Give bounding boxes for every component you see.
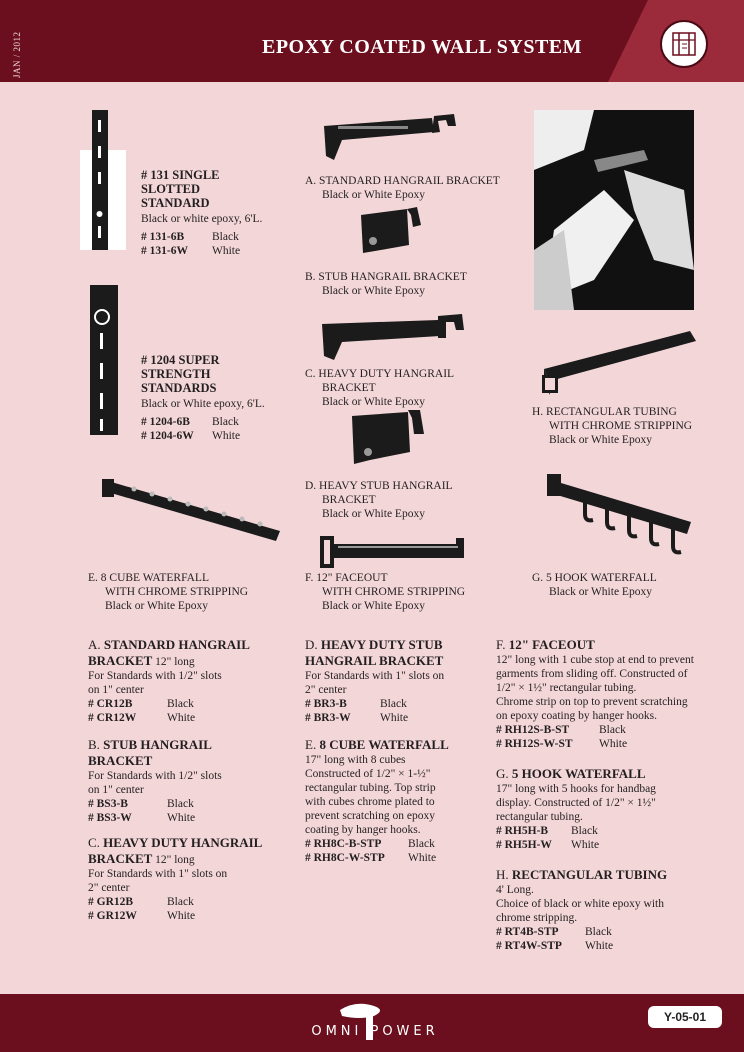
caption-e: E. 8 CUBE WATERFALL WITH CHROME STRIPPING Black or White Epoxy [88,572,249,612]
caption-a: A. STANDARD HANGRAIL BRACKET Black or White Epoxy [305,175,500,201]
standard-131-title: # 131 SINGLE SLOTTED STANDARD [141,168,220,210]
standard-131-desc: Black or white epoxy, 6'L. [141,213,263,225]
spec-e: E. 8 CUBE WATERFALL 17" long with 8 cubes Constructed of 1/2" × 1-½" rectangular tubing. Top strip with cubes chrome plated to prevent scratching on epoxy coating by hanger hooks. # RH8C-B-STP Black # RH8C-W-STP White [305,737,449,864]
super-strength-standard-image [84,285,134,440]
heavy-duty-hangrail-bracket-image [320,310,470,365]
spec-g: G. 5 HOOK WATERFALL 17" long with 5 hooks for handbag display. Constructed of 1/2" × 1½" rectangular tubing. # RH5H-B Black # RH5H-W White [496,766,656,851]
spec-b: B. STUB HANGRAIL BRACKET For Standards with 1/2" slots on 1" center # BS3-B Black # BS3-W White [88,737,222,824]
standard-1204-skus: # 1204-6B Black # 1204-6W White [141,416,241,442]
issue-date: JAN / 2012 [12,31,22,78]
display-photo [534,110,694,310]
wall-system-icon [660,20,708,68]
page-footer [0,994,744,1052]
spec-d: D. HEAVY DUTY STUB HANGRAIL BRACKET For Standards with 1" slots on 2" center # BR3-B Black # BR3-W White [305,637,445,724]
caption-b: B. STUB HANGRAIL BRACKET Black or White Epoxy [305,271,467,297]
rectangular-tubing-image [540,325,700,397]
spec-f: F. 12" FACEOUT 12" long with 1 cube stop at end to prevent garments from sliding off. Constructed of 1/2" × 1½" rectangular tubing. Chrome strip on top to prevent scratching on epoxy coating by hanger hooks. # RH12S-B-ST Black # RH12S-W-ST White [496,637,694,750]
brand-name: OMNI POWER [311,1024,439,1039]
caption-g: G. 5 HOOK WATERFALL Black or White Epoxy [532,572,657,598]
spec-a: A. STANDARD HANGRAIL BRACKET 12" long For Standards with 1/2" slots on 1" center # CR12B Black # CR12W White [88,637,250,724]
brand-logo [300,1000,450,1046]
caption-c: C. HEAVY DUTY HANGRAIL BRACKET Black or White Epoxy [305,368,455,408]
standard-1204-desc: Black or White epoxy, 6'L. [141,398,265,410]
stub-hangrail-bracket-image [355,205,425,263]
spec-c: C. HEAVY DUTY HANGRAIL BRACKET 12" long For Standards with 1" slots on 2" center # GR12B Black # GR12W White [88,835,263,922]
page-code: Y-05-01 [648,1006,722,1028]
caption-d: D. HEAVY STUB HANGRAIL BRACKET Black or White Epoxy [305,480,453,520]
faceout-image [318,532,468,570]
caption-f: F. 12" FACEOUT WITH CHROME STRIPPING Black or White Epoxy [305,572,466,612]
page-title: EPOXY COATED WALL SYSTEM [262,36,583,58]
caption-h: H. RECTANGULAR TUBING WITH CHROME STRIPPING Black or White Epoxy [532,406,693,446]
spec-h: H. RECTANGULAR TUBING 4' Long. Choice of black or white epoxy with chrome stripping. # RT4B-STP Black # RT4W-STP White [496,867,668,952]
standard-1204-title: # 1204 SUPER STRENGTH STANDARDS [141,353,220,395]
single-slotted-standard-image [80,110,130,260]
standard-131-skus: # 131-6B Black # 131-6W White [141,231,241,257]
heavy-stub-hangrail-bracket-image [348,408,428,470]
cube-waterfall-image [100,475,285,545]
standard-hangrail-bracket-image [322,112,462,174]
hook-waterfall-image [545,470,695,562]
